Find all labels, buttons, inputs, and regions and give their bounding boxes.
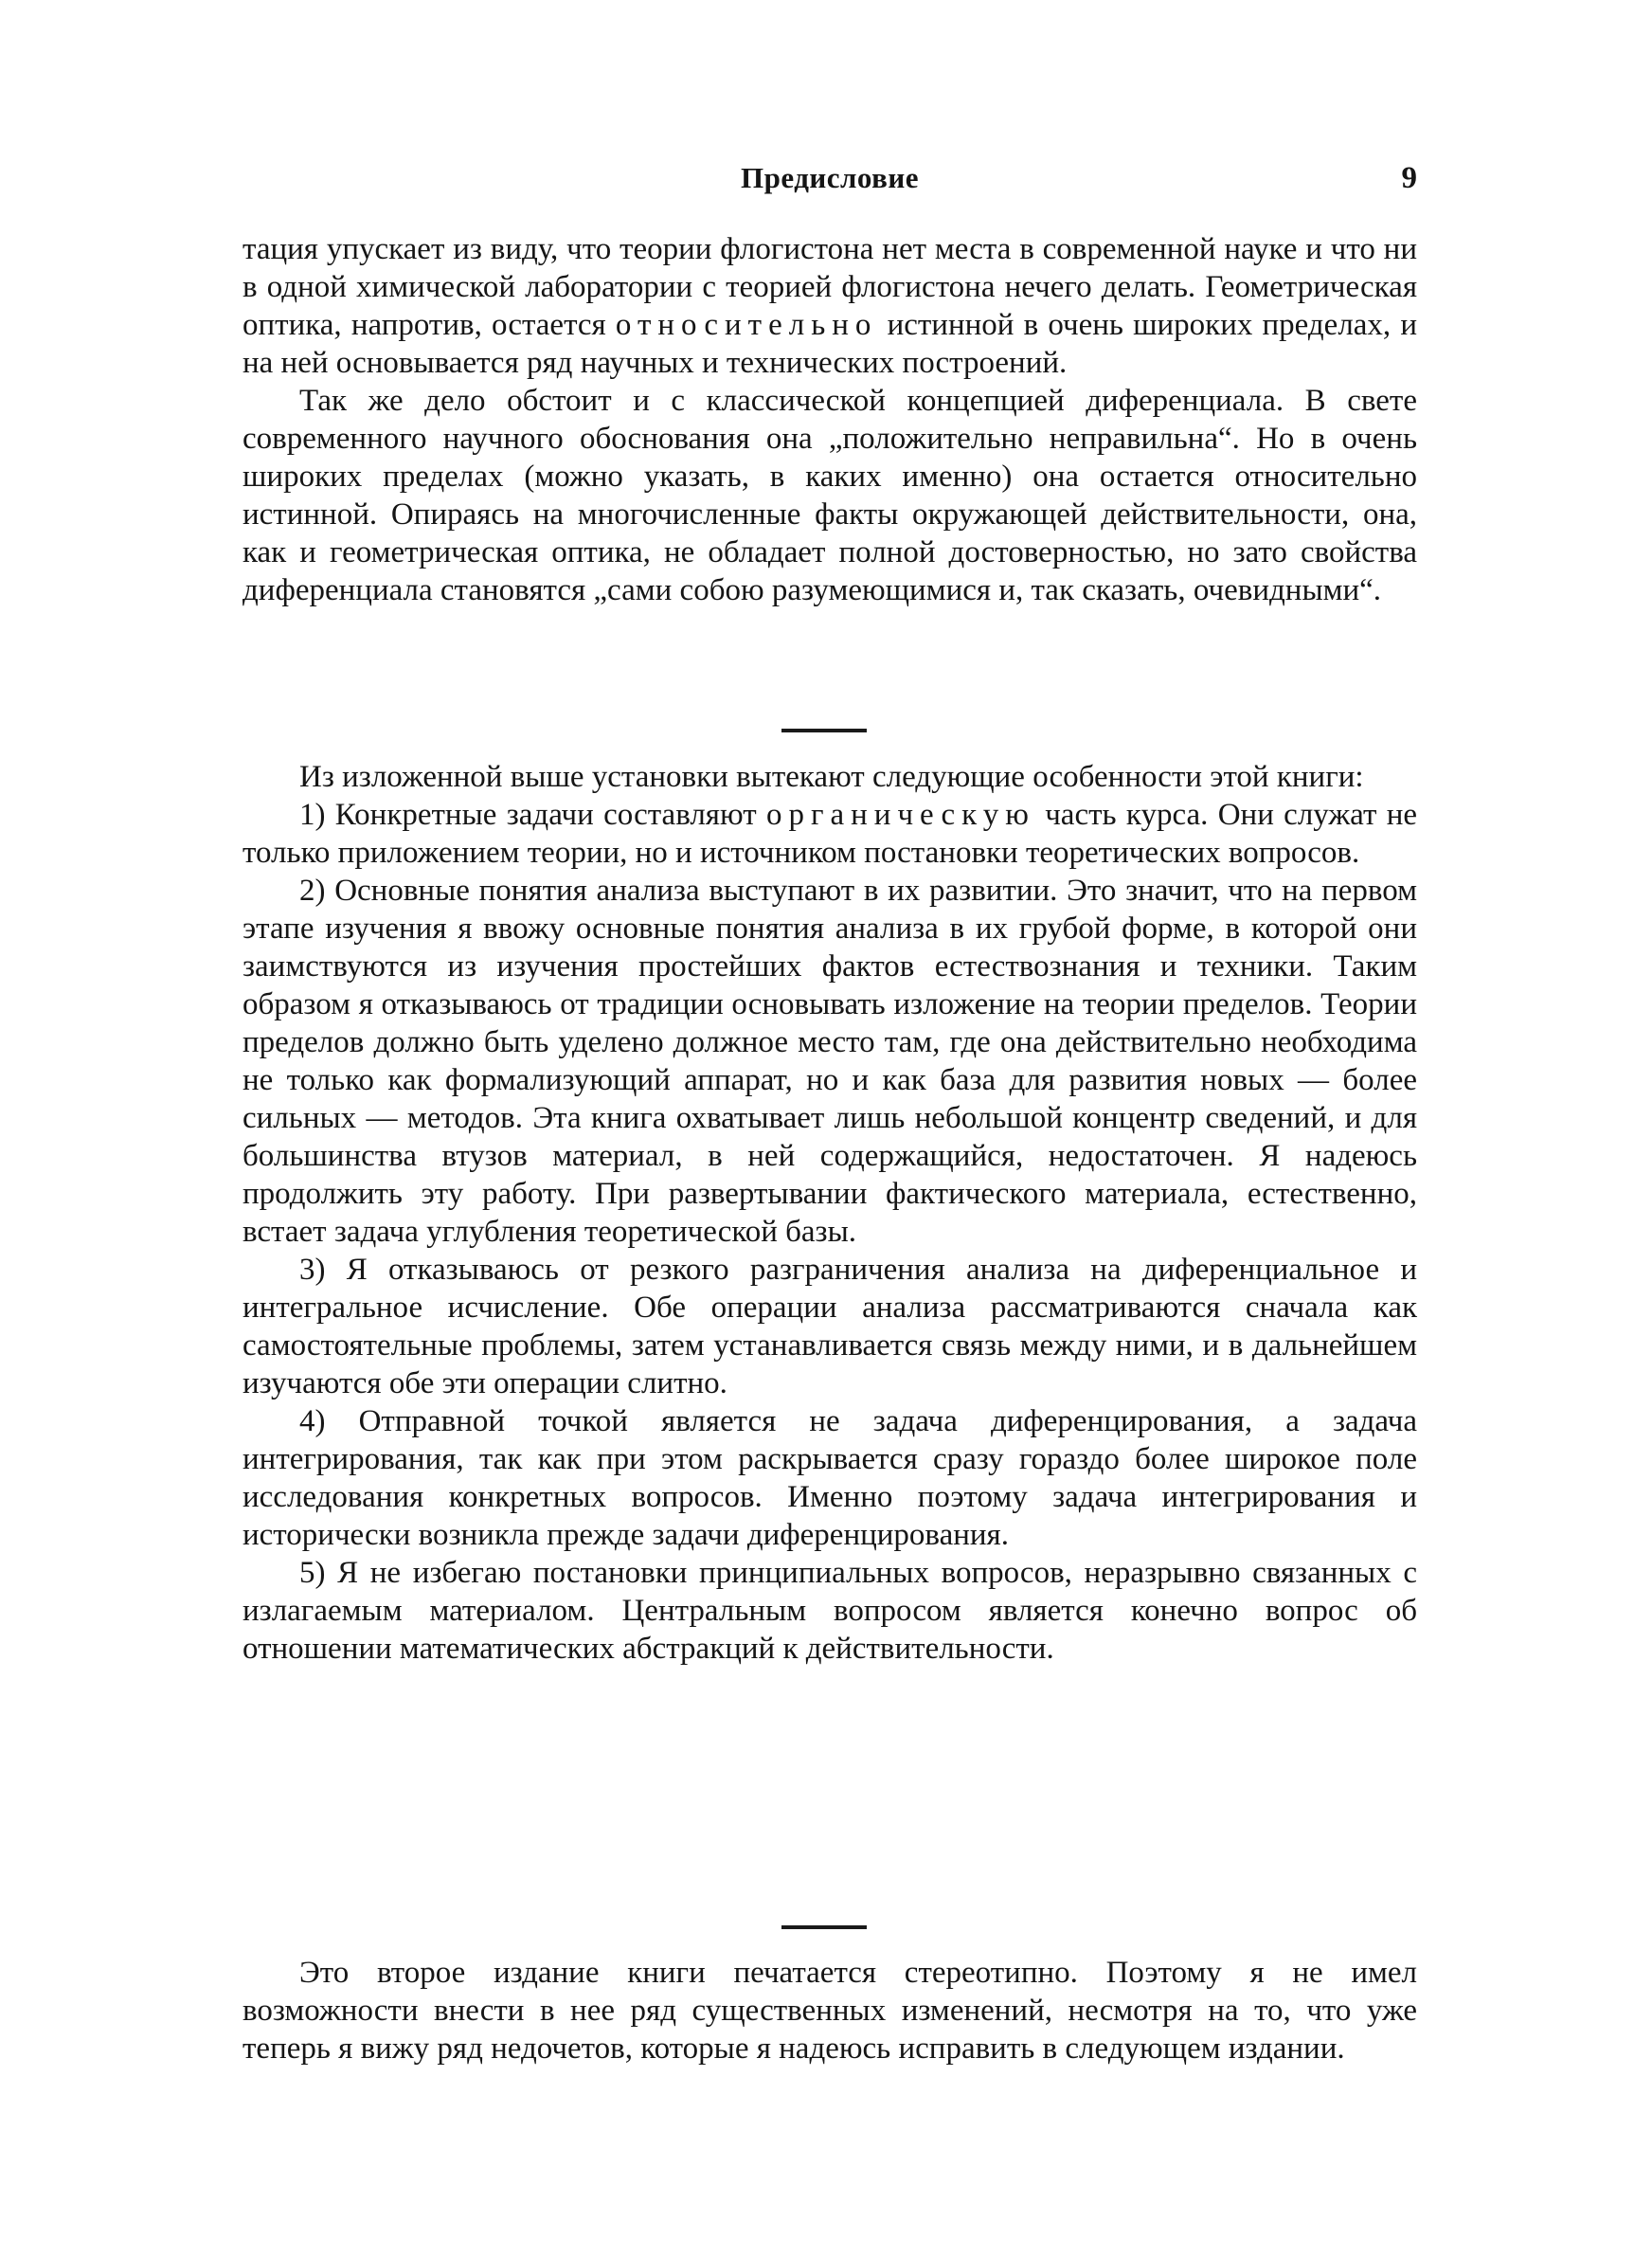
paragraph-second-edition: Это второе издание книги печатается стереотипно. Поэтому я не имел возможности внести в нее ряд существенных изменений, несмотря на то, что уже теперь я вижу ряд недочетов, которые я надеюсь исправить в следующем издании. <box>242 1956 1417 2066</box>
list-item-1 <box>242 796 1417 872</box>
text-run: часть курса. Они служат не только приложением теории, но и источником постановки теоретических вопросов. <box>242 798 1418 870</box>
text-run: тация упускает из виду, что теории флогистона нет места в современной науке и что ни в одной химической лаборатории с теорией флогистона нечего делать. Геометрическая оптика, напротив, остается <box>242 232 1417 342</box>
text-section-1 <box>242 230 1417 609</box>
section-divider <box>781 1925 867 1929</box>
text-section-2 <box>242 758 1417 1668</box>
list-item-4: 4) Отправной точкой является не задача диференцирования, а задача интегрирования, так как при этом раскрывается сразу гораздо более широкое поле исследования конкретных вопросов. Именно поэтому задача интегрирования и исторически возникла прежде задачи диференцирования. <box>242 1404 1417 1552</box>
page-title: Предисловие <box>741 161 919 194</box>
section-divider <box>781 729 867 732</box>
text-run: истинной в очень широких пределах, и на ней основывается ряд научных и технических построений. <box>242 308 1417 380</box>
list-item-2: 2) Основные понятия анализа выступают в их развитии. Это значит, что на первом этапе изучения я ввожу основные понятия анализа в их грубой форме, в которой они заимствуются из изучения простейших фактов естествознания и техники. Таким образом я отказываюсь от традиции основывать изложение на теории пределов. Теории пределов должно быть уделено должное место там, где она действительно необходима не только как формализующий аппарат, но и как база для развития новых — более сильных — методов. Эта книга охватывает лишь небольшой концентр сведений, и для большинства втузов материал, в ней содержащийся, недостаточен. Я надеюсь продолжить эту работу. При развертывании фактического материала, естественно, встает задача углубления теоретической базы. <box>242 874 1417 1249</box>
text-run: 1) Конкретные задачи составляют <box>299 798 766 832</box>
list-item-5: 5) Я не избегаю постановки принципиальных вопросов, неразрывно связанных с излагаемым материалом. Центральным вопросом является конечно вопрос об отношении математических абстракций к действительности. <box>242 1556 1417 1666</box>
paragraph-differential: Так же дело обстоит и с классической концепцией диференциала. В свете современного научного обоснования она „положительно неправильна“. Но в очень широких пределах (можно указать, в каких именно) она остается относительно истинной. Опираясь на многочисленные факты окружающей действительности, она, как и геометрическая оптика, не обладает полной достоверностью, но зато свойства диференциала становятся „сами собою разумеющимися и, так сказать, очевидными“. <box>242 384 1417 607</box>
spaced-emphasis: органическую <box>765 798 1035 832</box>
paragraph-features-intro: Из изложенной выше установки вытекают следующие особенности этой книги: <box>299 760 1364 794</box>
page-number: 9 <box>1401 161 1417 195</box>
running-header <box>242 161 1417 208</box>
paragraph-phlogiston <box>242 230 1417 382</box>
spaced-emphasis: относительно <box>615 308 878 342</box>
list-item-3: 3) Я отказываюсь от резкого разграничения анализа на диференциальное и интегральное исчисление. Обе операции анализа рассматриваются сначала как самостоятельные проблемы, затем устанавливается связь между ними, и в дальнейшем изучаются обе эти операции слитно. <box>242 1253 1417 1400</box>
text-section-3 <box>242 1954 1417 2067</box>
